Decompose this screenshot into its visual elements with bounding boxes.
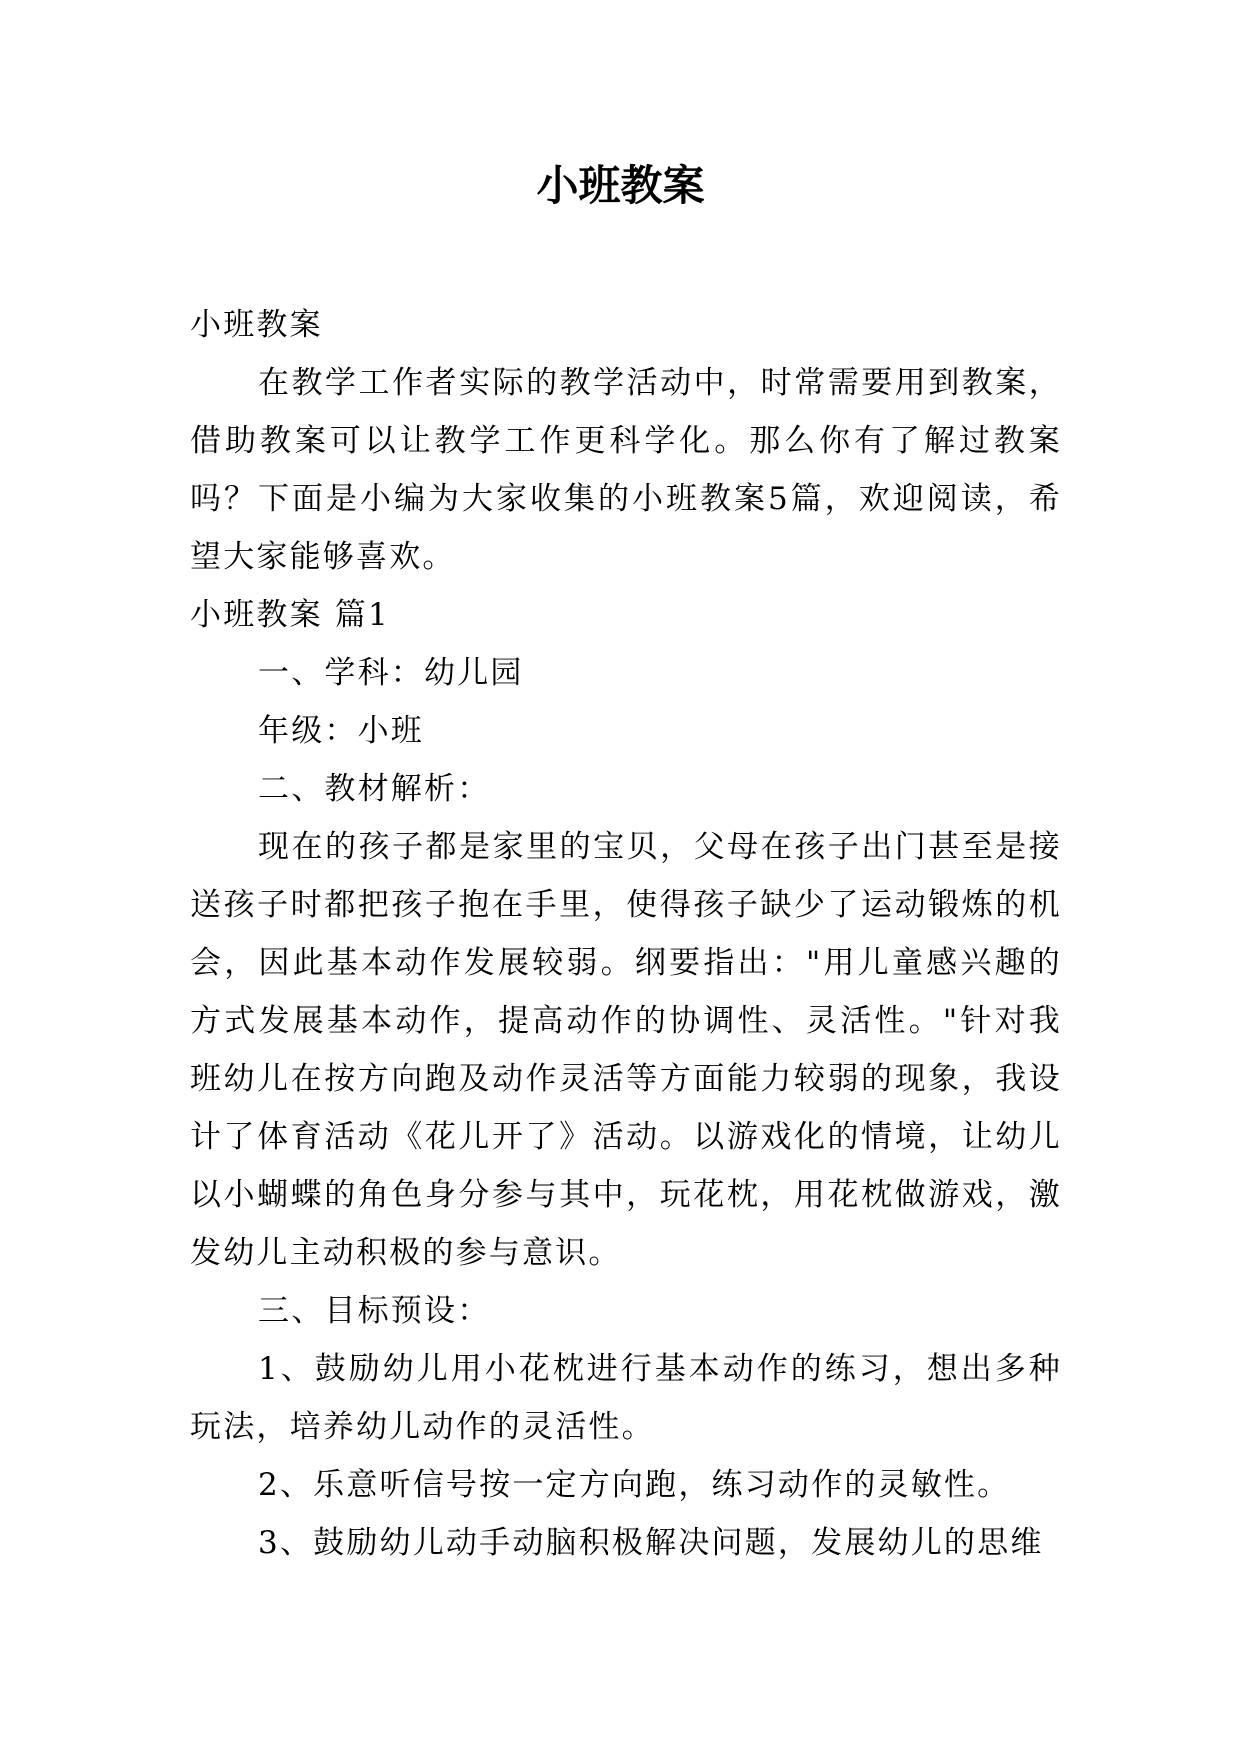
paragraph-goal-2: 2、乐意听信号按一定方向跑，练习动作的灵敏性。 xyxy=(258,1467,1011,1503)
paragraph-subject: 一、学科：幼儿园 xyxy=(258,655,524,691)
paragraph-goal-1: 1、鼓励幼儿用小花枕进行基本动作的练习，想出多种玩法，培养幼儿动作的灵活性。 xyxy=(190,1351,1062,1445)
document-body xyxy=(190,296,1062,1572)
paragraph-goals-heading: 三、目标预设： xyxy=(258,1293,491,1329)
document-title: 小班教案 xyxy=(536,161,705,210)
paragraph-goal-3: 3、鼓励幼儿动手动脑积极解决问题，发展幼儿的思维 xyxy=(258,1525,1044,1561)
paragraph-material-analysis: 现在的孩子都是家里的宝贝，父母在孩子出门甚至是接送孩子时都把孩子抱在手里，使得孩子缺少了运动锻炼的机会，因此基本动作发展较弱。纲要指出："用儿童感兴趣的方式发展基本动作，提高动作的协调性、灵活性。"针对我班幼儿在按方向跑及动作灵活等方面能力较弱的现象，我设计了体育活动《花儿开了》活动。以游戏化的情境，让幼儿以小蝴蝶的角色身分参与其中，玩花枕，用花枕做游戏，激发幼儿主动积极的参与意识。 xyxy=(190,829,1062,1271)
paragraph-intro: 在教学工作者实际的教学活动中，时常需要用到教案，借助教案可以让教学工作更科学化。那么你有了解过教案吗？下面是小编为大家收集的小班教案5篇，欢迎阅读，希望大家能够喜欢。 xyxy=(190,365,1062,575)
paragraph-material-heading: 二、教材解析： xyxy=(258,771,491,807)
section-heading-part-1: 小班教案 篇1 xyxy=(190,597,390,633)
paragraph-heading: 小班教案 xyxy=(190,307,323,343)
paragraph-grade: 年级：小班 xyxy=(258,713,424,749)
